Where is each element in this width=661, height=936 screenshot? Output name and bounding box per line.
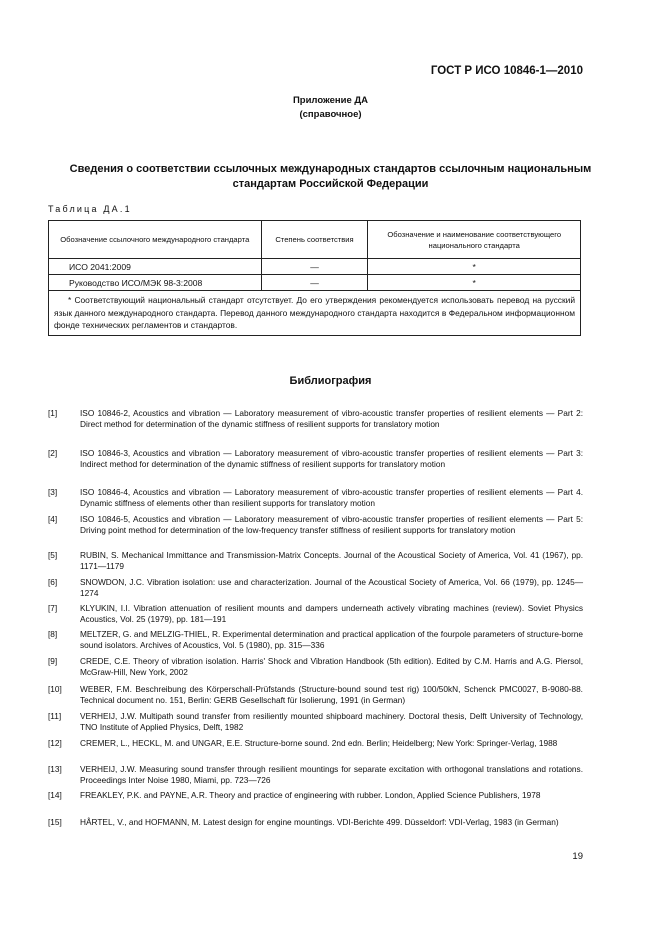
appendix-subtitle: (справочное) bbox=[299, 109, 362, 120]
bibliography-text: SNOWDON, J.C. Vibration isolation: use and characterization. Journal of the Acoustical Society of America, Vol. 66 (1979), pp. 1245—1274 bbox=[80, 577, 583, 599]
bibliography-text: KLYUKIN, I.I. Vibration attenuation of resilient mounts and dampers underneath actively vibrating machines (review). Soviet Physics Acoustics, Vol. 25 (1979), pp. 181—191 bbox=[80, 603, 583, 625]
bibliography-number: [11] bbox=[48, 711, 62, 721]
bibliography-number: [4] bbox=[48, 514, 58, 524]
table-cell: Руководство ИСО/МЭК 98-3:2008 bbox=[49, 275, 262, 291]
bibliography-number: [6] bbox=[48, 577, 58, 587]
section-title: Сведения о соответствии ссылочных международных стандартов ссылочным национальным стандартам Российской Федерации bbox=[69, 163, 592, 190]
bibliography-number: [2] bbox=[48, 448, 58, 458]
table-header-cell: Степень соответствия bbox=[261, 221, 368, 259]
table-row bbox=[49, 275, 581, 291]
bibliography-text: ISO 10846-3, Acoustics and vibration — Laboratory measurement of vibro-acoustic transfer properties of resilient elements — Part 3: Indirect method for determination of the dynamic stiffness of resilient supports for translatory motion bbox=[80, 448, 583, 470]
table-cell: — bbox=[261, 275, 368, 291]
table-footnote: * Соответствующий национальный стандарт отсутствует. До его утверждения рекомендуется использовать перевод на русский язык данного международного стандарта. Перевод данного международного стандарта находится в Федеральном информационном фонде технических регламентов и стандартов. bbox=[54, 295, 575, 330]
correspondence-table bbox=[48, 220, 581, 336]
bibliography-number: [1] bbox=[48, 408, 58, 418]
table-footnote-row bbox=[49, 291, 581, 336]
bibliography-text: WEBER, F.M. Beschreibung des Körperschall-Prüfstands (Structure-bound sound test rig) 100/50kN, Schenck PMC0027, B-9080-88. Technical document no. 151, Berlin: GERB Gesellschaft für Isolierung, 1991 (in German) bbox=[80, 684, 583, 706]
appendix-title: Приложение ДА bbox=[292, 95, 369, 106]
bibliography-number: [15] bbox=[48, 817, 62, 827]
table-caption: Таблица ДА.1 bbox=[48, 204, 132, 214]
bibliography-text: CREDE, C.E. Theory of vibration isolation. Harris' Shock and Vibration Handbook (5th edition). Edited by C.M. Harris and A.G. Piersol, McGraw-Hill, New York, 2002 bbox=[80, 656, 583, 678]
bibliography-number: [3] bbox=[48, 487, 58, 497]
bibliography-number: [7] bbox=[48, 603, 58, 613]
table-footnote-cell bbox=[49, 291, 581, 336]
table-header-row bbox=[49, 221, 581, 259]
bibliography-title: Библиография bbox=[289, 375, 372, 387]
table-header-cell: Обозначение и наименование соответствующего национального стандарта bbox=[368, 221, 581, 259]
bibliography-text: MELTZER, G. and MELZIG-THIEL, R. Experimental determination and practical application of the fourpole parameters of structure-borne sound isolators. Archives of Acoustics, Vol. 5 (1980), pp. 315—336 bbox=[80, 629, 583, 651]
bibliography-number: [10] bbox=[48, 684, 62, 694]
bibliography-text: FREAKLEY, P.K. and PAYNE, A.R. Theory and practice of engineering with rubber. London, Applied Science Publishers, 1978 bbox=[80, 790, 541, 800]
table-cell: ИСО 2041:2009 bbox=[49, 259, 262, 275]
bibliography-number: [9] bbox=[48, 656, 58, 666]
bibliography-text: ISO 10846-5, Acoustics and vibration — Laboratory measurement of vibro-acoustic transfer properties of resilient elements — Part 5: Driving point method for determination of the low-frequency transfer stiffness of resilient supports for translatory motion bbox=[80, 514, 583, 536]
bibliography-text: HÅRTEL, V., and HOFMANN, M. Latest design for engine mountings. VDI-Berichte 499. Düsseldorf: VDI-Verlag, 1983 (in German) bbox=[80, 817, 559, 827]
page-number: 19 bbox=[572, 851, 583, 862]
bibliography-text: CREMER, L., HECKL, M. and UNGAR, E.E. Structure-borne sound. 2nd edn. Berlin; Heidelberg; New York: Springer-Verlag, 1988 bbox=[80, 738, 558, 748]
bibliography-number: [12] bbox=[48, 738, 62, 748]
bibliography-text: RUBIN, S. Mechanical Immittance and Transmission-Matrix Concepts. Journal of the Acoustical Society of America, Vol. 41 (1967), pp. 1171—1179 bbox=[80, 550, 583, 572]
bibliography-text: VERHEIJ, J.W. Multipath sound transfer from resiliently mounted shipboard machinery. Doctoral thesis, Delft University of Technology, TNO Institute of Applied Physics, Delft, 1982 bbox=[80, 711, 583, 733]
bibliography-number: [13] bbox=[48, 764, 62, 774]
bibliography-number: [14] bbox=[48, 790, 62, 800]
bibliography-text: VERHEIJ, J.W. Measuring sound transfer through resilient mountings for separate excitation with orthogonal translations and rotations. Proceedings Inter Noise 1980, Miami, pp. 723—726 bbox=[80, 764, 583, 786]
bibliography-text: ISO 10846-2, Acoustics and vibration — Laboratory measurement of vibro-acoustic transfer properties of resilient elements — Part 2: Direct method for determination of the dynamic stiffness of resilient supports for translatory motion bbox=[80, 408, 583, 430]
table-cell: * bbox=[368, 259, 581, 275]
bibliography-number: [8] bbox=[48, 629, 58, 639]
table-row bbox=[49, 259, 581, 275]
table-cell: — bbox=[261, 259, 368, 275]
standard-designation: ГОСТ Р ИСО 10846-1—2010 bbox=[430, 65, 583, 77]
table-cell: * bbox=[368, 275, 581, 291]
bibliography-text: ISO 10846-4, Acoustics and vibration — Laboratory measurement of vibro-acoustic transfer properties of resilient elements — Part 4. Dynamic stiffness of elements other than resilient supports for translatory motion bbox=[80, 487, 583, 509]
table-header-cell: Обозначение ссылочного международного стандарта bbox=[49, 221, 262, 259]
bibliography-number: [5] bbox=[48, 550, 58, 560]
